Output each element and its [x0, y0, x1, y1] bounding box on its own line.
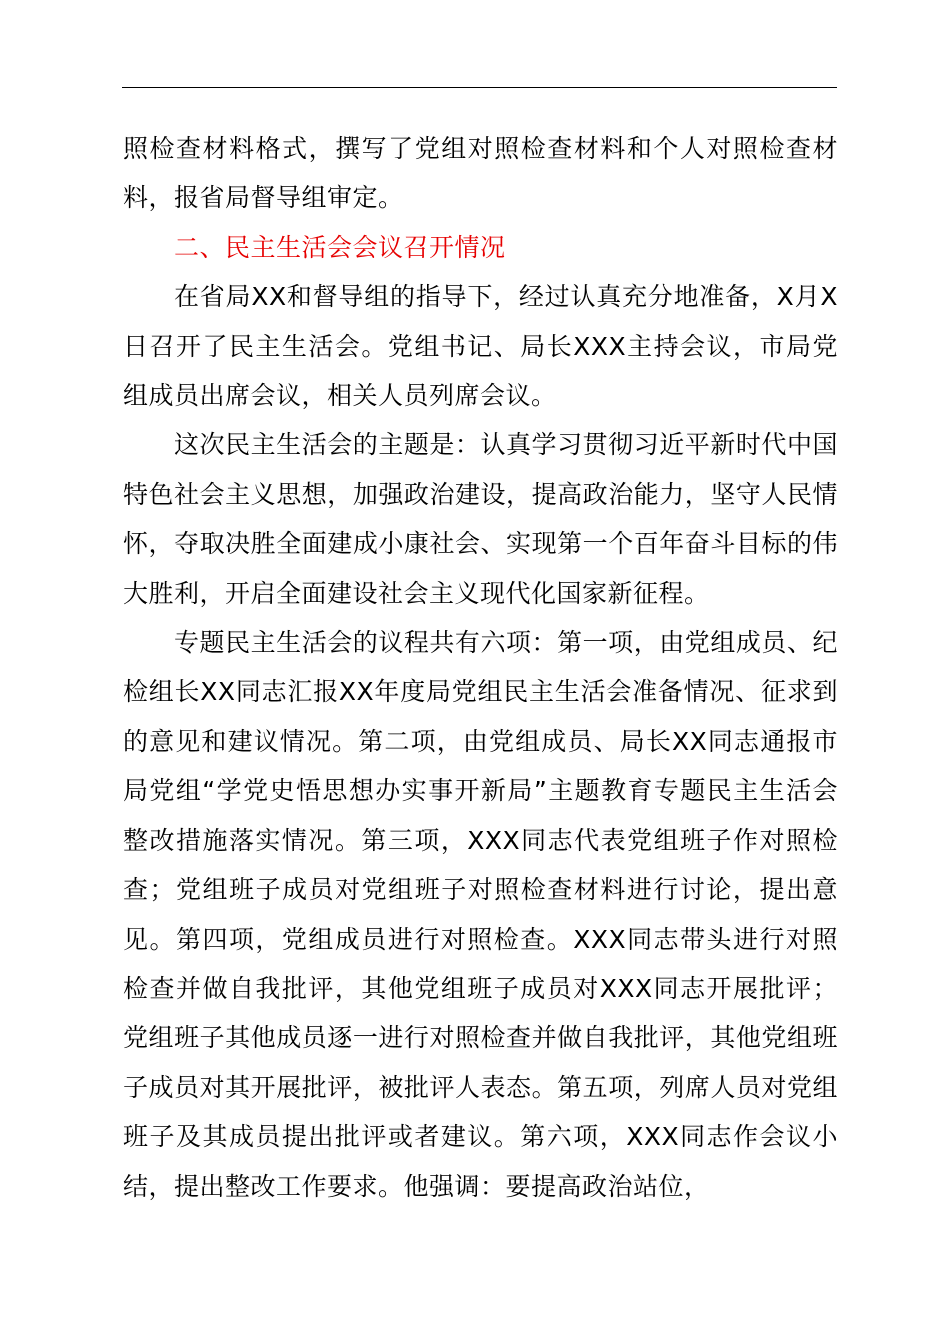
section-heading: 二、民主生活会会议召开情况 — [174, 232, 506, 262]
paragraph-meeting-held: 在省局XX和督导组的指导下，经过认真充分地准备，X月X日召开了民主生活会。党组书记、局长XXX主持会议，市局党组成员出席会议，相关人员列席会议。 — [123, 282, 838, 411]
paragraph-continuation: 照检查材料格式，撰写了党组对照检查材料和个人对照检查材料，报省局督导组审定。 — [123, 134, 838, 213]
header-rule — [122, 87, 837, 88]
paragraph-theme: 这次民主生活会的主题是：认真学习贯彻习近平新时代中国特色社会主义思想，加强政治建设，提高政治能力，坚守人民情怀，夺取决胜全面建成小康社会、实现第一个百年奋斗目标的伟大胜利，开启全面建设社会主义现代化国家新征程。 — [123, 430, 838, 608]
document-body — [123, 124, 838, 1211]
paragraph-agenda: 专题民主生活会的议程共有六项：第一项，由党组成员、纪检组长XX同志汇报XX年度局党组民主生活会准备情况、征求到的意见和建议情况。第二项，由党组成员、局长XX同志通报市局党组“学党史悟思想办实事开新局”主题教育专题民主生活会整改措施落实情况。第三项，XXX同志代表党组班子作对照检查；党组班子成员对党组班子对照检查材料进行讨论，提出意见。第四项，党组成员进行对照检查。XXX同志带头进行对照检查并做自我批评，其他党组班子成员对XXX同志开展批评；党组班子其他成员逐一进行对照检查并做自我批评，其他党组班子成员对其开展批评，被批评人表态。第五项，列席人员对党组班子及其成员提出批评或者建议。第六项，XXX同志作会议小结，提出整改工作要求。他强调：要提高政治站位， — [123, 628, 838, 1201]
